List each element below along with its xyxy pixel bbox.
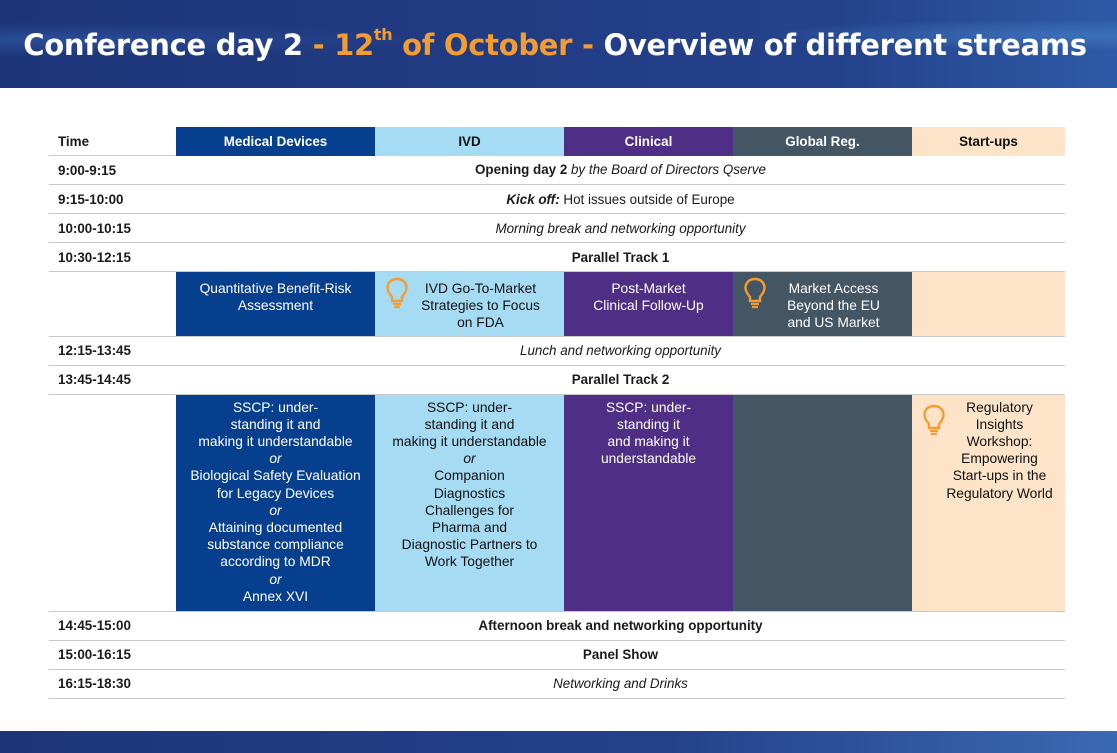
session-md-track2: SSCP: under- standing it and making it understandable or Biological Safety Evaluation for Legacy Devices or Attaining documented substance compliance according to MDR or Annex XVI	[176, 394, 375, 611]
session-cell: Kick off: Hot issues outside of Europe	[176, 185, 1065, 214]
header-clinical: Clinical	[564, 127, 733, 156]
header-startups: Start-ups	[912, 127, 1065, 156]
session-cell: Panel Show	[176, 640, 1065, 669]
header-time: Time	[49, 127, 176, 156]
session-cell: Networking and Drinks	[176, 669, 1065, 698]
session-ivd-track2: SSCP: under- standing it and making it understandable or Companion Diagnostics Challenges for Pharma and Diagnostic Partners to Work Together	[375, 394, 564, 611]
schedule-table	[49, 127, 1065, 699]
time-cell: 12:15-13:45	[49, 336, 176, 365]
session-md-track1: Quantitative Benefit-Risk Assessment	[176, 272, 375, 337]
header-global-reg: Global Reg.	[733, 127, 912, 156]
time-cell: 16:15-18:30	[49, 669, 176, 698]
session-ivd-track1: IVD Go-To-Market Strategies to Focus on FDA	[375, 272, 564, 337]
page-title: Conference day 2 - 12th of October - Overview of different streams	[23, 25, 1087, 62]
footer-band	[0, 731, 1117, 753]
table-row	[49, 336, 1065, 365]
session-cell: Parallel Track 1	[176, 243, 1065, 272]
table-row	[49, 156, 1065, 185]
time-cell: 15:00-16:15	[49, 640, 176, 669]
table-row	[49, 611, 1065, 640]
session-startups-track1	[912, 272, 1065, 337]
time-cell: 14:45-15:00	[49, 611, 176, 640]
table-row-track-1	[49, 272, 1065, 337]
table-row	[49, 640, 1065, 669]
session-clinical-track1: Post-Market Clinical Follow-Up	[564, 272, 733, 337]
table-row-track-2	[49, 394, 1065, 611]
table-header-row	[49, 127, 1065, 156]
time-cell: 9:00-9:15	[49, 156, 176, 185]
session-cell: Afternoon break and networking opportunity	[176, 611, 1065, 640]
time-cell: 13:45-14:45	[49, 365, 176, 394]
header-banner	[0, 0, 1117, 88]
session-cell: Lunch and networking opportunity	[176, 336, 1065, 365]
session-clinical-track2: SSCP: under- standing it and making it understandable	[564, 394, 733, 611]
session-global-reg-track2	[733, 394, 912, 611]
session-startups-track2: Regulatory Insights Workshop: Empowering Start-ups in the Regulatory World	[912, 394, 1065, 611]
session-cell: Parallel Track 2	[176, 365, 1065, 394]
header-ivd: IVD	[375, 127, 564, 156]
session-cell: Opening day 2 by the Board of Directors Qserve	[176, 156, 1065, 185]
session-global-reg-track1: Market Access Beyond the EU and US Market	[733, 272, 912, 337]
header-medical-devices: Medical Devices	[176, 127, 375, 156]
time-cell: 9:15-10:00	[49, 185, 176, 214]
time-cell: 10:00-10:15	[49, 214, 176, 243]
table-row	[49, 365, 1065, 394]
table-row	[49, 669, 1065, 698]
table-row	[49, 243, 1065, 272]
session-cell: Morning break and networking opportunity	[176, 214, 1065, 243]
table-row	[49, 185, 1065, 214]
table-row	[49, 214, 1065, 243]
time-cell: 10:30-12:15	[49, 243, 176, 272]
